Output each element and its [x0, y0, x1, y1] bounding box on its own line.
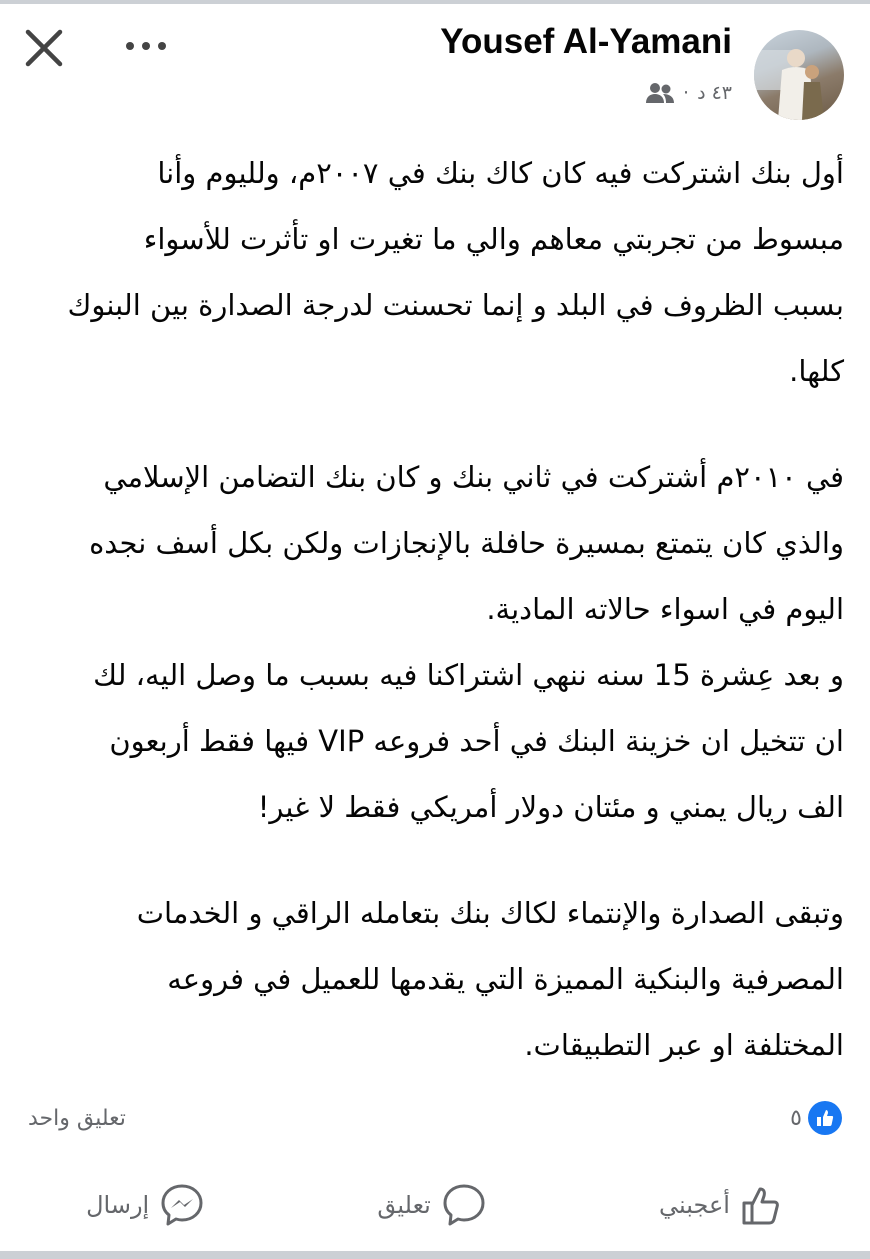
post-time[interactable]: ٤٣ د — [697, 82, 732, 104]
send-button[interactable] — [66, 1182, 225, 1228]
text-line: في ٢٠١٠م أشتركت في ثاني بنك و كان بنك التضامن الإسلامي — [103, 460, 844, 494]
author-name[interactable]: Yousef Al-Yamani — [440, 22, 732, 61]
like-count: ٥ — [790, 1105, 802, 1131]
send-label: إرسال — [86, 1191, 150, 1219]
post-stats — [28, 1098, 842, 1138]
text-line: مبسوط من تجربتي معاهم والي ما تغيرت او تأثرت للأسواء — [143, 222, 844, 256]
text-line: كلها. — [789, 354, 844, 388]
comment-count[interactable]: تعليق واحد — [28, 1105, 126, 1131]
text-line: المختلفة او عبر التطبيقات. — [524, 1028, 844, 1062]
like-button[interactable] — [639, 1183, 804, 1227]
messenger-icon — [159, 1182, 205, 1228]
comment-button[interactable] — [357, 1182, 506, 1228]
paragraph — [24, 444, 844, 840]
paragraph — [24, 140, 844, 404]
meta-separator: · — [683, 82, 690, 104]
top-divider — [0, 0, 870, 4]
reaction-summary[interactable] — [790, 1101, 842, 1135]
like-label: أعجبني — [658, 1191, 730, 1219]
text-line: المصرفية والبنكية المميزة التي يقدمها للعميل في فروعه — [167, 962, 844, 996]
close-icon[interactable] — [22, 26, 66, 70]
comment-bubble-icon — [441, 1182, 487, 1228]
comment-label: تعليق — [377, 1191, 431, 1219]
post-text — [24, 140, 844, 1078]
paragraph — [24, 880, 844, 1078]
avatar[interactable] — [754, 30, 844, 120]
bottom-divider — [0, 1251, 870, 1259]
text-line: اليوم في اسواء حالاته المادية. — [486, 592, 844, 626]
text-line: بسبب الظروف في البلد و إنما تحسنت لدرجة الصدارة بين البنوك — [67, 288, 844, 322]
more-options-icon[interactable] — [122, 34, 170, 58]
friends-icon — [645, 82, 675, 104]
text-line: وتبقى الصدارة والإنتماء لكاك بنك بتعامله الراقي و الخدمات — [136, 896, 844, 930]
text-line: ان تتخيل ان خزينة البنك في أحد فروعه VIP فيها فقط أربعون — [109, 724, 844, 758]
post-meta — [645, 82, 732, 104]
like-reaction-icon — [808, 1101, 842, 1135]
text-line: و بعد عِشرة 15 سنه ننهي اشتراكنا فيه بسبب ما وصل اليه، لك — [93, 658, 844, 692]
text-line: والذي كان يتمتع بمسيرة حافلة بالإنجازات ولكن بكل أسف نجده — [89, 526, 844, 560]
thumbs-up-icon — [740, 1183, 784, 1227]
text-line: أول بنك اشتركت فيه كان كاك بنك في ٢٠٠٧م، ولليوم وأنا — [157, 156, 844, 190]
text-line: الف ريال يمني و مئتان دولار أمريكي فقط لا غير! — [257, 790, 844, 824]
action-bar — [0, 1172, 870, 1238]
